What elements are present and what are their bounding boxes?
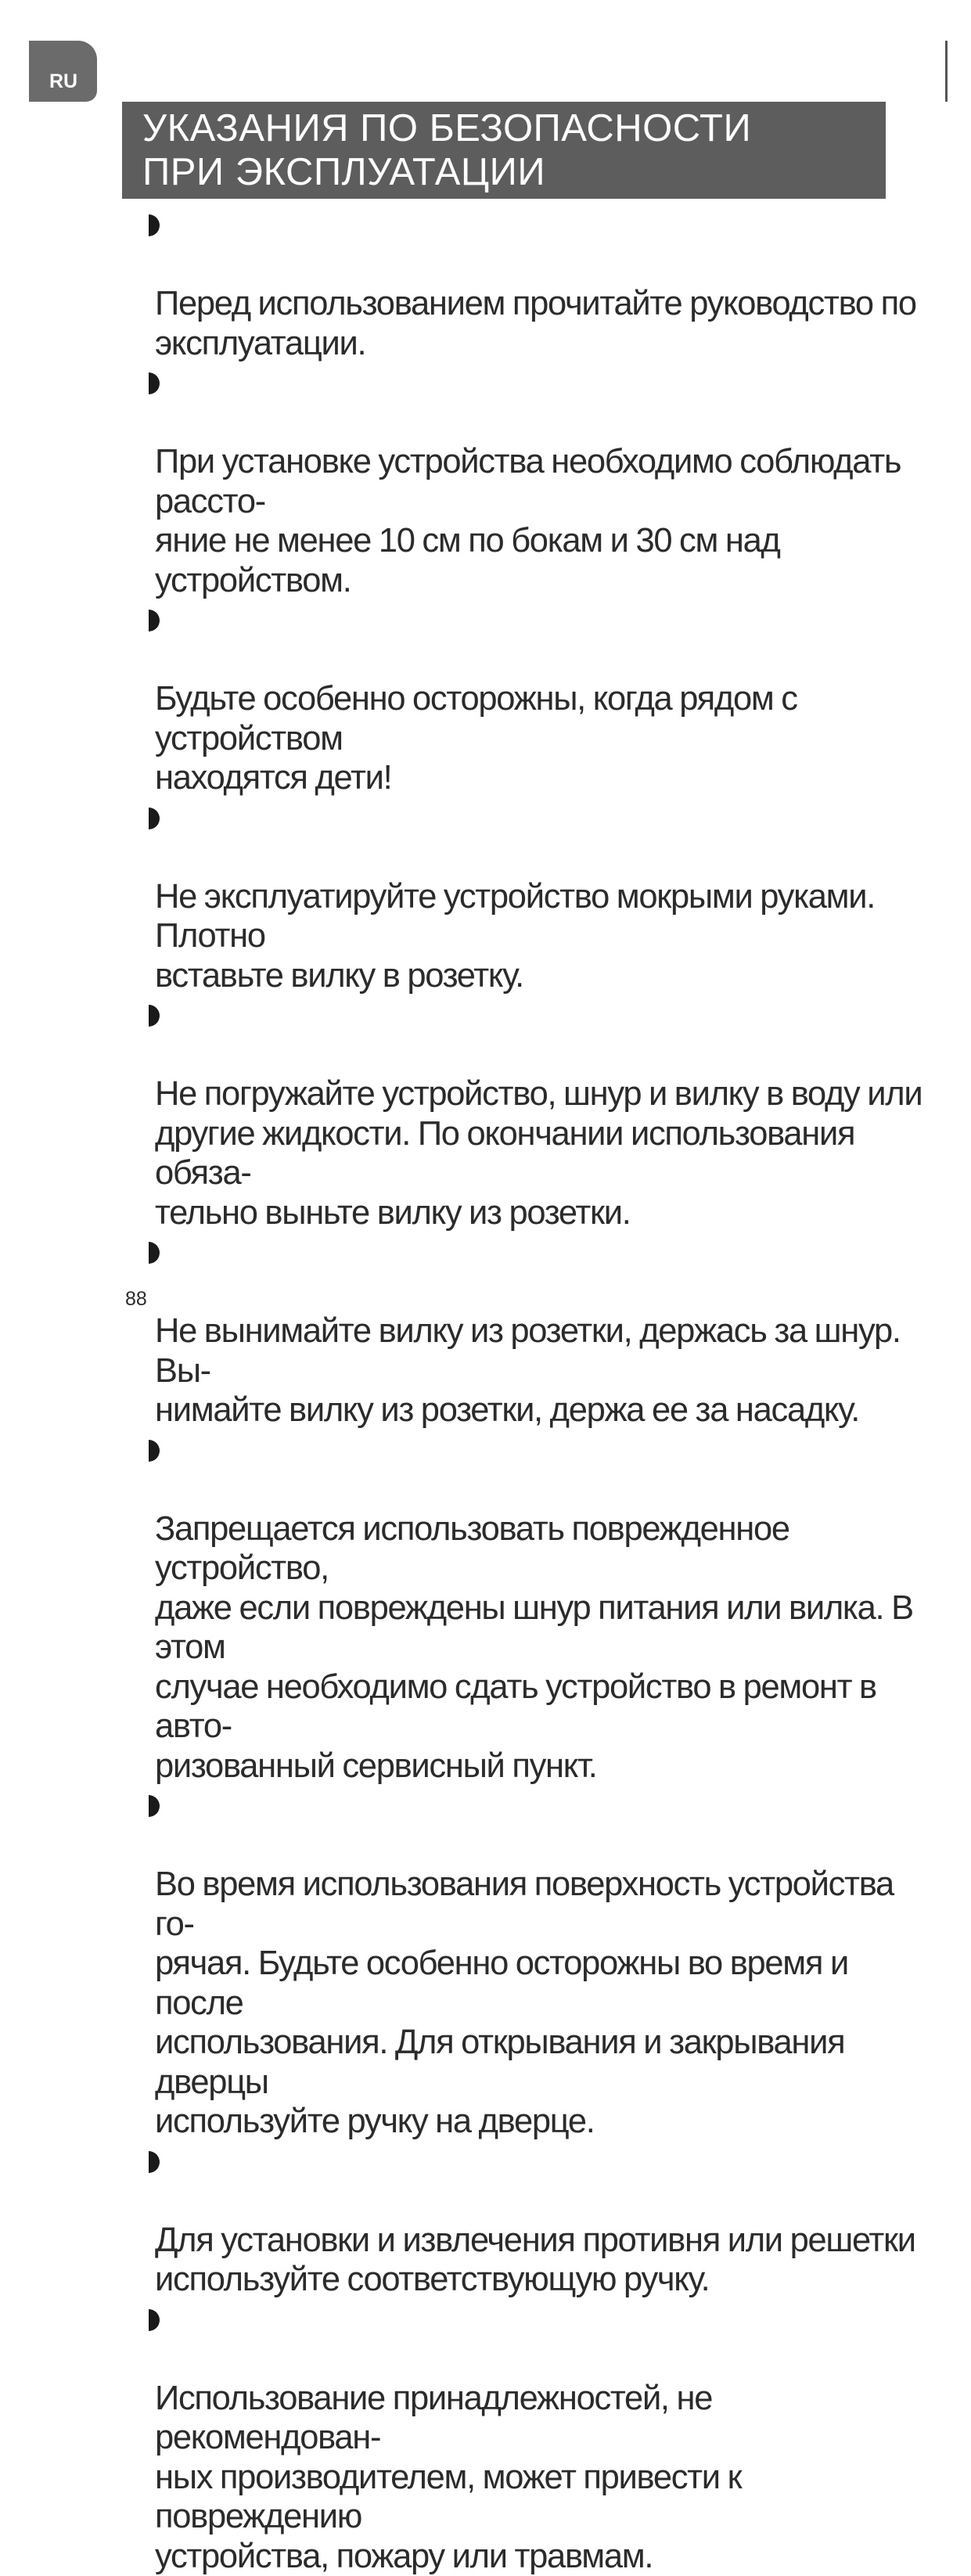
- half-circle-bullet-icon: [149, 808, 160, 829]
- page-number: 88: [125, 1288, 147, 1311]
- section-title-line-2: ПРИ ЭКСПЛУАТАЦИИ: [142, 150, 545, 194]
- safety-item-text: Во время использования поверхность устройства го- рячая. Будьте особенно осторожны во время и после использования. Для открывания и закрывания дверцы используйте ручку на дверце.: [155, 1865, 894, 2140]
- safety-item: [149, 363, 931, 600]
- safety-item: [149, 205, 931, 363]
- safety-item: [149, 600, 931, 798]
- half-circle-bullet-icon: [149, 214, 160, 236]
- safety-item-text: При установке устройства необходимо соблюдать рассто- яние не менее 10 см по бокам и 30 см над устройством.: [155, 443, 901, 599]
- language-tab: [29, 41, 97, 102]
- half-circle-bullet-icon: [149, 2309, 160, 2331]
- language-tab-label: RU: [49, 70, 77, 93]
- safety-item: [149, 1232, 931, 1430]
- safety-item-text: Не вынимайте вилку из розетки, держась за шнур. Вы- нимайте вилку из розетки, держа ее за насадку.: [155, 1312, 901, 1429]
- safety-item-text: Запрещается использовать поврежденное устройство, даже если повреждены шнур питания или вилка. В этом случае необходимо сдать устройство в ремонт в авто- ризованный сервисный пункт.: [155, 1510, 913, 1785]
- safety-item-text: Для установки и извлечения противня или решетки используйте соответствующую ручку.: [155, 2222, 915, 2299]
- safety-item-text: Будьте особенно осторожны, когда рядом с устройством находятся дети!: [155, 680, 797, 797]
- safety-item-text: Перед использованием прочитайте руководство по эксплуатации.: [155, 285, 916, 362]
- half-circle-bullet-icon: [149, 2151, 160, 2173]
- safety-item-text: Не эксплуатируйте устройство мокрыми руками. Плотно вставьте вилку в розетку.: [155, 878, 875, 995]
- safety-item: [149, 1430, 931, 1786]
- safety-item-text: Использование принадлежностей, не рекомендован- ных производителем, может привести к повреждению устройства, пожару или травмам.: [155, 2380, 741, 2575]
- half-circle-bullet-icon: [149, 610, 160, 631]
- half-circle-bullet-icon: [149, 372, 160, 394]
- section-title-bar: [122, 102, 886, 199]
- safety-item: [149, 995, 931, 1232]
- safety-instructions-list: [149, 205, 931, 2576]
- section-title-line-1: УКАЗАНИЯ ПО БЕЗОПАСНОСТИ: [142, 106, 751, 150]
- half-circle-bullet-icon: [149, 1440, 160, 1462]
- safety-item: [149, 798, 931, 996]
- half-circle-bullet-icon: [149, 1242, 160, 1264]
- safety-item: [149, 2300, 931, 2576]
- safety-item: [149, 2142, 931, 2300]
- safety-item: [149, 1786, 931, 2142]
- page-edge-marker: [945, 41, 948, 102]
- safety-item-text: Не погружайте устройство, шнур и вилку в воду или другие жидкости. По окончании использования обяза- тельно выньте вилку из розетки.: [155, 1075, 922, 1232]
- half-circle-bullet-icon: [149, 1795, 160, 1817]
- half-circle-bullet-icon: [149, 1005, 160, 1027]
